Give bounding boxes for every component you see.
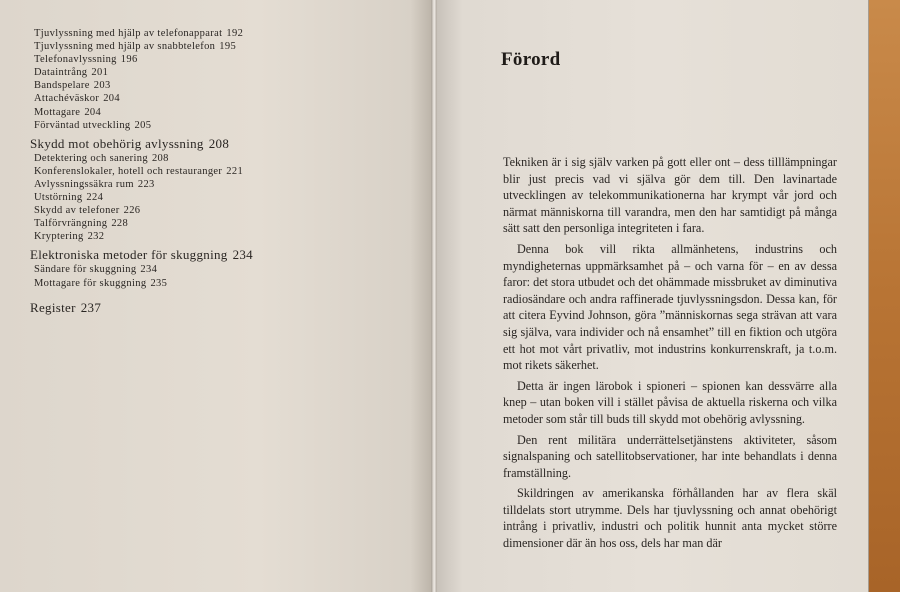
toc-entry-label: Tjuvlyssning med hjälp av snabbtelefon [34, 41, 216, 53]
toc-entry-label: Förväntad utveckling [34, 119, 131, 131]
preface-paragraph: Tekniken är i sig själv varken på gott eller ont – dess tilllämpningar blir just precis vad vi själva gör dem till. Den lavinartade utvecklingen av telekommunikationerna har krympt vår jord och närmat människorna till varandra, men den har samtidigt på många sätt satt den personliga integriteten i fara. [503, 155, 837, 236]
toc-section-2 [30, 247, 410, 289]
toc-chapter-label: Skydd mot obehörig avlyssning [30, 135, 204, 151]
toc-entry [30, 152, 410, 165]
toc-entry-page: 232 [87, 231, 105, 243]
toc-entry-page: 228 [111, 218, 129, 230]
toc-entry-label: Kryptering [34, 231, 84, 243]
toc-entry-label: Attachéväskor [34, 93, 100, 105]
toc-entry [30, 230, 410, 243]
toc-chapter-page: 234 [232, 247, 253, 263]
toc-entry-page: 192 [226, 28, 244, 39]
toc-entry-page: 221 [226, 165, 244, 177]
toc-entry [30, 53, 410, 66]
preface-paragraph: Skildringen av amerikanska förhållanden har av flera skäl tilldelats stort utrymme. Dels har tjuvlyssning och annat obehörigt intrång i privatliv, industri och politik hunnit anta mycket större dimensioner där än hos oss, dels har man där [503, 486, 837, 551]
toc-chapter-label: Elektroniska metoder för skuggning [30, 247, 228, 263]
preface-paragraph: Denna bok vill rikta allmänhetens, industrins och myndigheternas uppmärksamhet på – och varna för – en av dessa faror: det stora utbudet och det ohämmade missbruket av diminutiva radiosändare och andra raffinerade tjuvlyssningsdon. Dessa kan, för att citera Eyvind Johnson, göra ”människornas sega strävan att vara sig själva, vara individer och nå ensamhet” till en fiktion och utgöra ett hot mot vårt privatliv, mot industrins konkurrenskraft, ja t.o.m. mot rikets säkerhet. [503, 241, 837, 373]
preface-body [503, 154, 837, 552]
toc-entry [30, 119, 410, 132]
toc-entry-label: Mottagare för skuggning [34, 277, 147, 289]
preface-title: Förord [501, 49, 561, 70]
toc-entry-page: 234 [140, 264, 158, 276]
preface-paragraph: Den rent militära underrättelsetjänstens aktiviteter, såsom signalspaning och satellitobservationer, har inte behandlats i denna framställning. [503, 432, 837, 480]
toc-entry [30, 263, 410, 276]
toc-entry-page: 204 [84, 106, 102, 118]
toc-entry [30, 277, 410, 290]
toc-entry-page: 203 [93, 80, 111, 92]
toc-entry-label: Talförvrängning [34, 218, 108, 230]
toc-entry [30, 217, 410, 230]
toc-entry-page: 195 [219, 41, 237, 53]
toc-entry [30, 27, 410, 40]
toc-entry [30, 165, 410, 178]
toc-entry-label: Tjuvlyssning med hjälp av telefonapparat [34, 28, 223, 39]
table-of-contents [30, 27, 410, 316]
toc-entry-label: Avlyssningssäkra rum [34, 178, 134, 190]
toc-entry-label: Bandspelare [34, 80, 90, 92]
toc-chapter-heading [30, 247, 410, 263]
left-page [0, 0, 432, 592]
toc-chapter-page: 208 [208, 135, 230, 151]
toc-register-entry [30, 300, 410, 316]
preface-paragraph: Detta är ingen lärobok i spioneri – spionen kan dessvärre alla knep – utan boken vill i stället påvisa de aktuella riskerna och vilka metoder som står till buds till skydd mot obehörig avlyssning. [503, 378, 837, 426]
toc-register-label: Register [30, 299, 76, 315]
toc-entry-label: Detektering och sanering [34, 152, 148, 164]
toc-entry [30, 178, 410, 191]
toc-entry-page: 204 [103, 93, 121, 105]
toc-entry-page: 205 [134, 119, 152, 131]
toc-entry [30, 191, 410, 204]
toc-entry-label: Konferenslokaler, hotell och restauranger [34, 165, 223, 177]
toc-entry [30, 92, 410, 105]
toc-entry-label: Telefonavlyssning [34, 54, 117, 66]
toc-entry [30, 204, 410, 217]
toc-entry-label: Skydd av telefoner [34, 205, 120, 217]
toc-entry [30, 66, 410, 79]
toc-entry-page: 224 [86, 192, 104, 204]
toc-entry-label: Dataintrång [34, 67, 88, 79]
toc-entry-label: Sändare för skuggning [34, 264, 137, 276]
toc-entry-label: Utstörning [34, 192, 83, 204]
toc-entry-page: 196 [120, 54, 138, 66]
toc-entry-page: 226 [123, 205, 141, 217]
toc-entry [30, 40, 410, 53]
toc-section-0 [30, 27, 410, 132]
toc-register-page: 237 [80, 299, 102, 315]
toc-entry-page: 201 [91, 67, 109, 79]
toc-chapter-heading [30, 136, 410, 152]
toc-entry-page: 208 [151, 152, 169, 164]
toc-entry-page: 235 [150, 277, 168, 289]
toc-entry-page: 223 [137, 178, 155, 190]
toc-entry-label: Mottagare [34, 106, 81, 118]
right-page [437, 0, 869, 592]
toc-entry [30, 106, 410, 119]
toc-section-1 [30, 136, 410, 244]
toc-entry [30, 79, 410, 92]
